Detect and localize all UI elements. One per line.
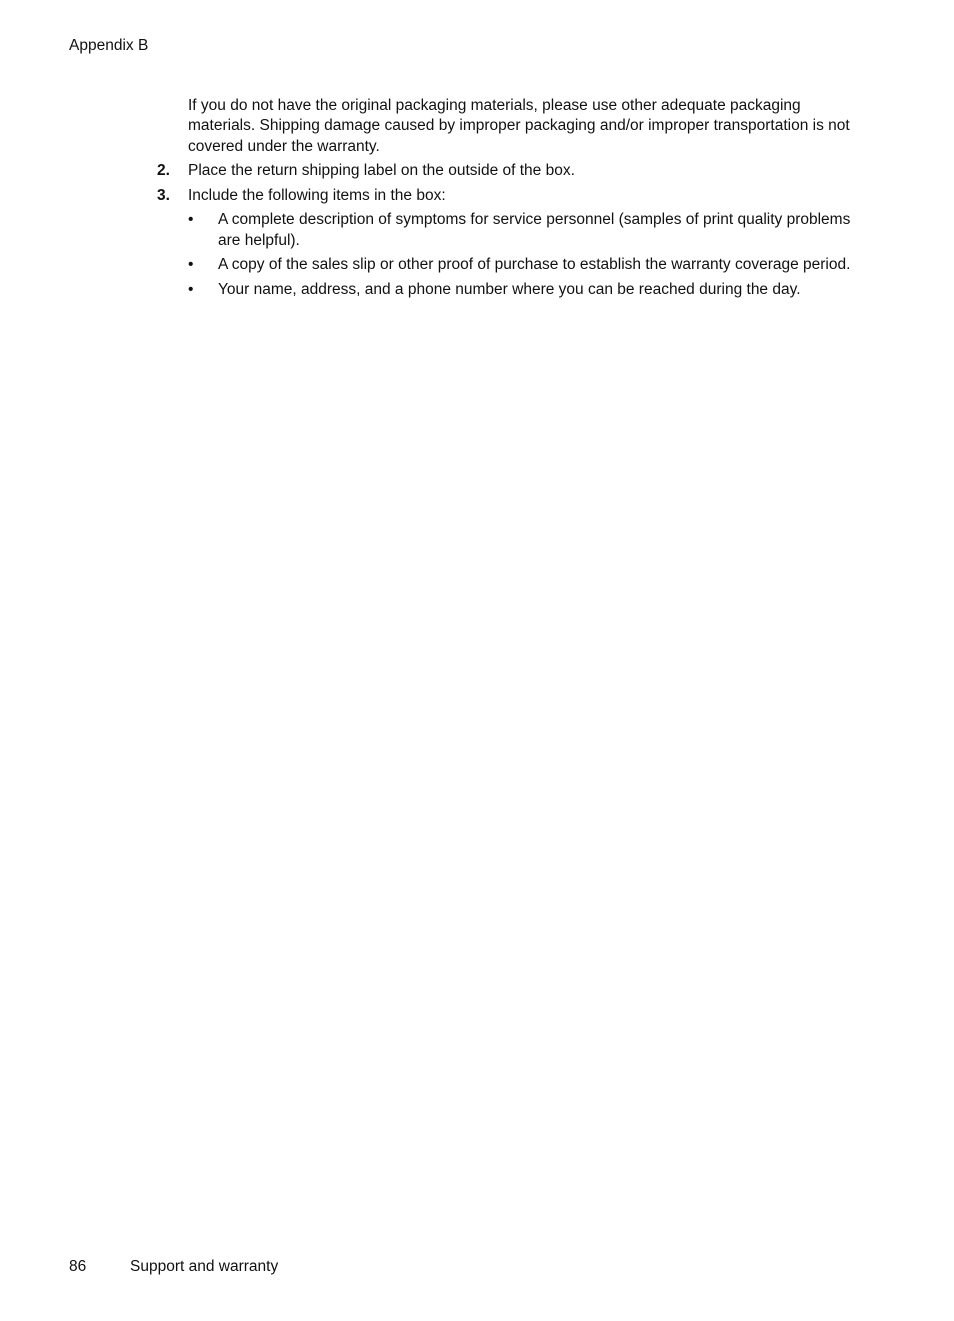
list-item-text: A complete description of symptoms for service personnel (samples of print quality problems are helpful). xyxy=(218,211,851,249)
list-item xyxy=(188,280,862,301)
list-item xyxy=(188,210,862,251)
list-item-text: A copy of the sales slip or other proof of purchase to establish the warranty coverage period. xyxy=(218,256,851,273)
page-content xyxy=(157,80,862,304)
intro-paragraph: If you do not have the original packaging materials, please use other adequate packaging materials. Shipping damage caused by improper packaging and/or improper transportation is not covered under the warranty. xyxy=(188,96,850,155)
page-number: 86 xyxy=(69,1258,87,1275)
step-3 xyxy=(157,186,862,301)
bullet-icon: • xyxy=(188,280,194,298)
bullet-icon: • xyxy=(188,256,194,273)
footer-section-title: Support and warranty xyxy=(130,1258,279,1275)
page-footer xyxy=(69,1257,278,1278)
running-head: Appendix B xyxy=(69,37,149,54)
list-item-text: Your name, address, and a phone number where you can be reached during the day. xyxy=(218,280,801,298)
step-text: Place the return shipping label on the outside of the box. xyxy=(188,162,575,179)
step-text: Include the following items in the box: xyxy=(188,186,446,204)
step-2 xyxy=(157,161,862,182)
step-number: 2. xyxy=(157,162,170,179)
bullet-icon: • xyxy=(188,211,194,228)
list-item xyxy=(188,255,862,276)
bullet-list xyxy=(188,210,862,300)
step-number: 3. xyxy=(157,186,170,204)
